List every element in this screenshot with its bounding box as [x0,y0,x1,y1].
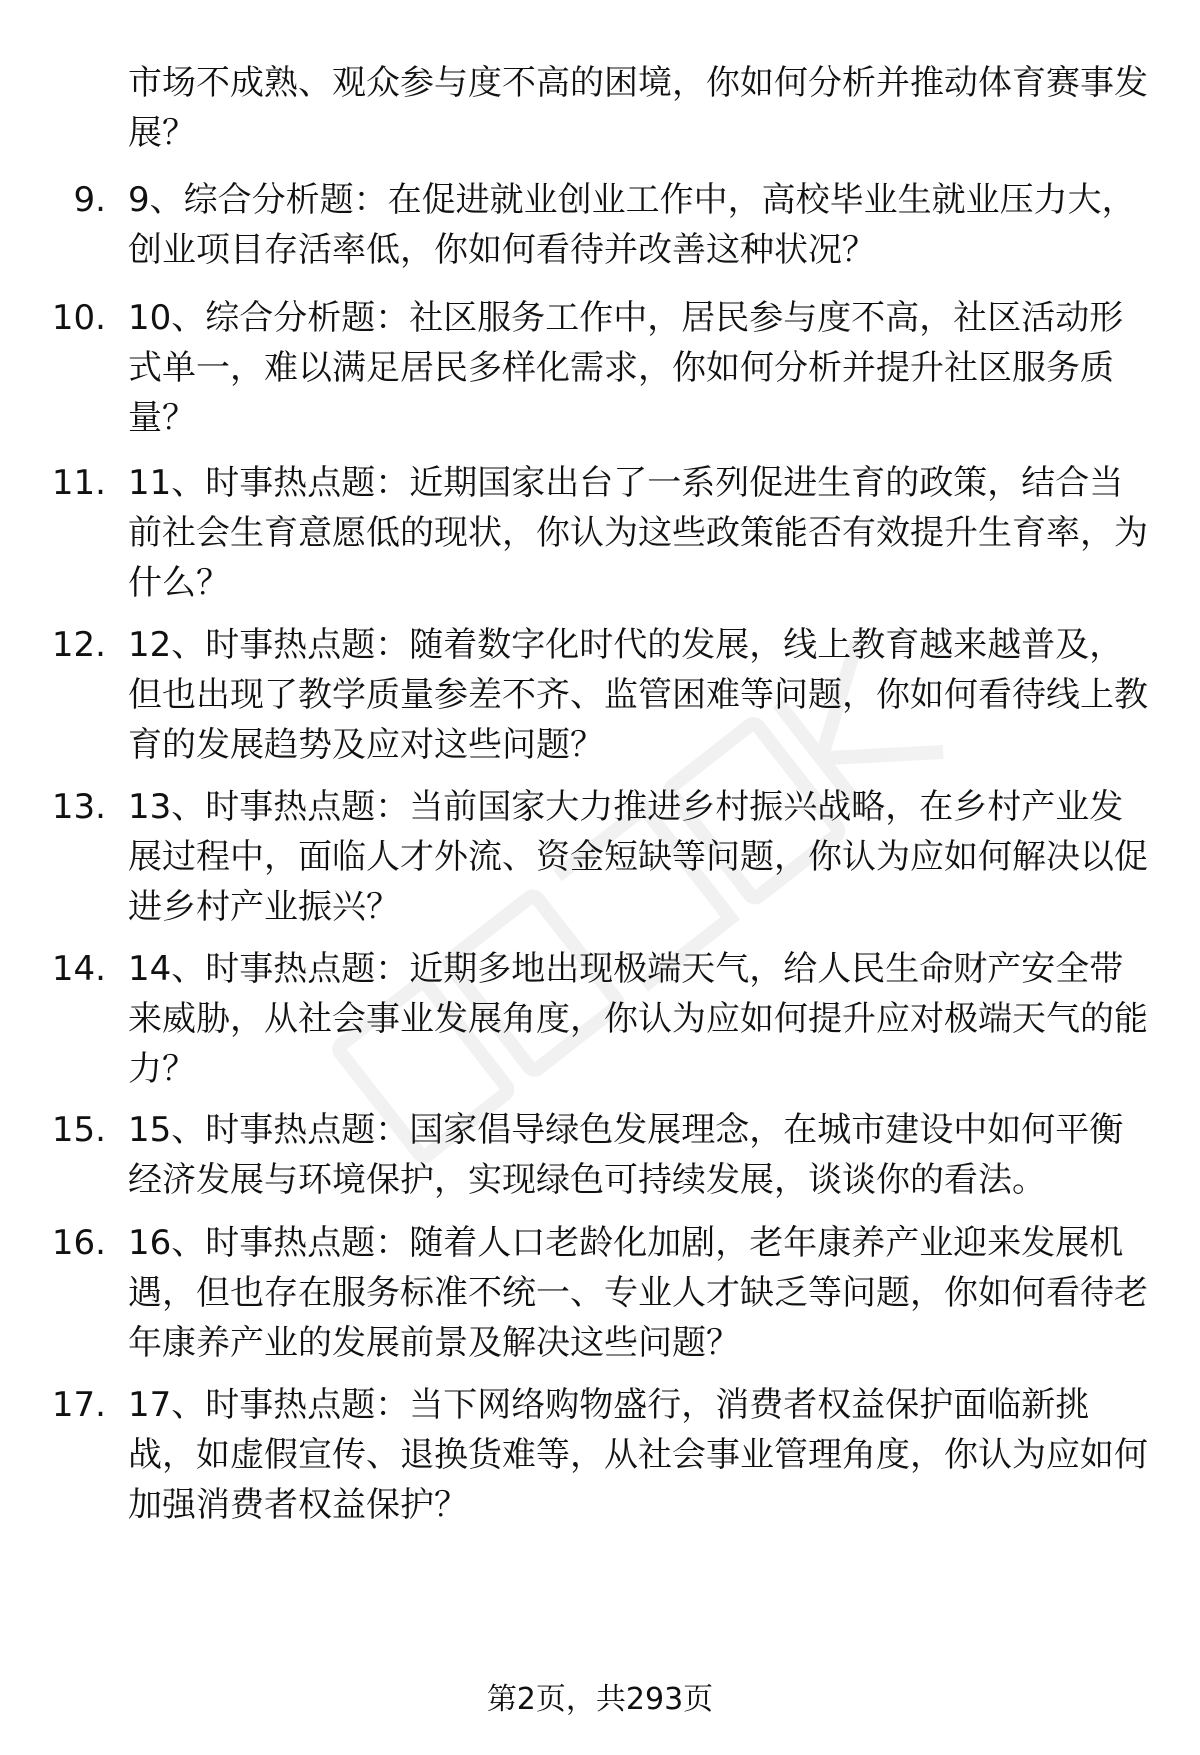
page-footer: 第2页，共293页 [486,1682,714,1717]
item-text: 9、综合分析题：在促进就业创业工作中，高校毕业生就业压力大，创业项目存活率低，你如何看待并改善这种状况？ [128,180,1136,270]
item-number: 14. [51,949,106,989]
item-number: 12. [51,625,106,665]
item-number: 15. [51,1110,106,1150]
item-text: 14、时事热点题：近期多地出现极端天气，给人民生命财产安全带来威胁，从社会事业发展角度，你认为应如何提升应对极端天气的能力？ [128,949,1148,1089]
item-text: 10、综合分析题：社区服务工作中，居民参与度不高，社区活动形式单一，难以满足居民多样化需求，你如何分析并提升社区服务质量？ [128,298,1124,438]
item-number: 9. [73,180,106,220]
item-text: 11、时事热点题：近期国家出台了一系列促进生育的政策，结合当前社会生育意愿低的现状，你认为这些政策能否有效提升生育率，为什么？ [128,463,1148,603]
item-text: 17、时事热点题：当下网络购物盛行，消费者权益保护面临新挑战，如虚假宣传、退换货难等，从社会事业管理角度，你认为应如何加强消费者权益保护？ [128,1385,1148,1525]
item-number: 13. [51,787,106,827]
item-number: 16. [51,1223,106,1263]
item-text: 13、时事热点题：当前国家大力推进乡村振兴战略，在乡村产业发展过程中，面临人才外流、资金短缺等问题，你认为应如何解决以促进乡村产业振兴？ [128,787,1148,927]
item-number: 11. [51,463,106,503]
item-text: 16、时事热点题：随着人口老龄化加剧，老年康养产业迎来发展机遇，但也存在服务标准不统一、专业人才缺乏等问题，你如何看待老年康养产业的发展前景及解决这些问题？ [128,1223,1148,1363]
item-text: 12、时事热点题：随着数字化时代的发展，线上教育越来越普及，但也出现了教学质量参差不齐、监管困难等问题，你如何看待线上教育的发展趋势及应对这些问题？ [128,625,1148,765]
continuation-paragraph: 市场不成熟、观众参与度不高的困境，你如何分析并推动体育赛事发展？ [128,63,1148,153]
item-number: 17. [51,1385,106,1425]
item-text: 15、时事热点题：国家倡导绿色发展理念，在城市建设中如何平衡经济发展与环境保护，实现绿色可持续发展，谈谈你的看法。 [128,1110,1124,1200]
item-number: 10. [51,298,106,338]
